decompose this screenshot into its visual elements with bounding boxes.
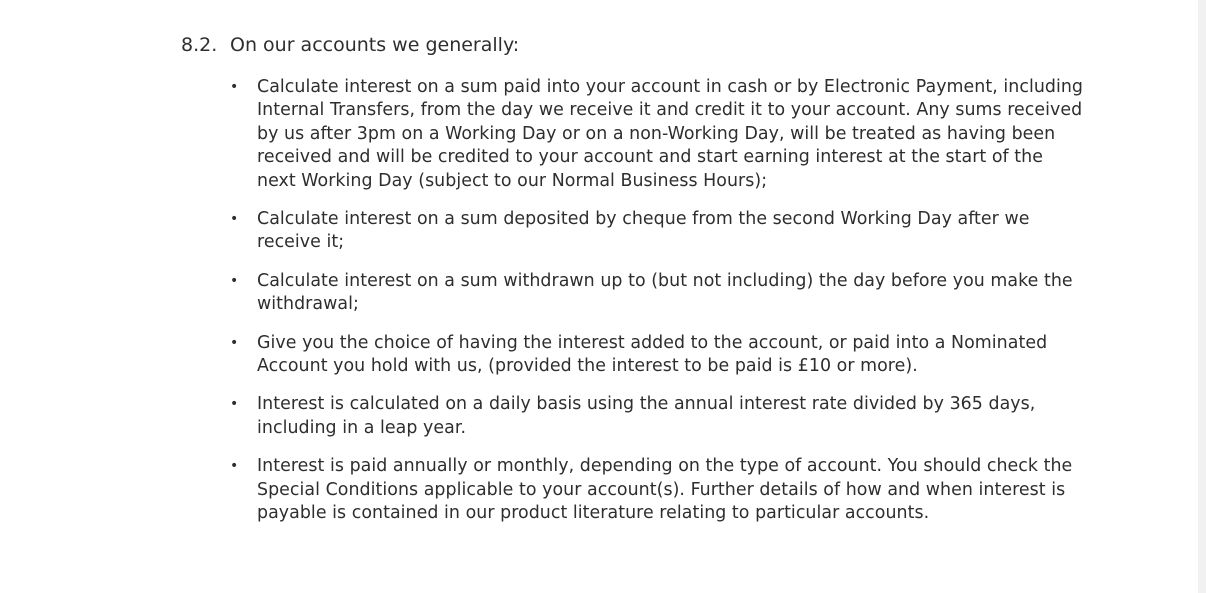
list-item-text: Calculate interest on a sum withdrawn up to (but not including) the day before you make the withdrawal; [257, 270, 1073, 315]
bullet-icon: • [230, 79, 239, 95]
bullet-icon: • [230, 211, 239, 228]
section-heading [181, 34, 519, 57]
list-item-text: Give you the choice of having the interest added to the account, or paid into a Nominated Account you hold with us, (provided the interest to be paid is £10 or more). [257, 332, 1048, 377]
list-item [225, 332, 1085, 379]
bullet-icon: • [230, 458, 239, 475]
list-item-text: Interest is calculated on a daily basis using the annual interest rate divided by 365 days, including in a leap year. [257, 394, 1036, 438]
bullet-list [225, 76, 1085, 541]
section-title: On our accounts we generally: [230, 34, 520, 56]
list-item [225, 270, 1085, 317]
list-item [225, 76, 1085, 193]
list-item-text: Interest is paid annually or monthly, depending on the type of account. You should check the Special Conditions applicable to your account(s). Further details of how and when interest is payable is contained in our product literature relating to particular accounts. [257, 456, 1073, 524]
section-number: 8.2. [181, 34, 218, 56]
list-item [225, 393, 1085, 440]
list-item-text: Calculate interest on a sum paid into your account in cash or by Electronic Payment, including Internal Transfers, from the day we receive it and credit it to your account. Any sums received by us after 3pm on a Working Day or on a non-Working Day, will be treated as having been received and will be credited to your account and start earning interest at the start of the next Working Day (subject to our Normal Business Hours); [257, 77, 1084, 191]
bullet-icon: • [230, 396, 239, 413]
list-item [225, 208, 1085, 255]
bullet-icon: • [230, 334, 239, 351]
list-item-text: Calculate interest on a sum deposited by cheque from the second Working Day after we receive it; [257, 209, 1030, 253]
list-item [225, 455, 1085, 525]
bullet-icon: • [230, 272, 239, 289]
